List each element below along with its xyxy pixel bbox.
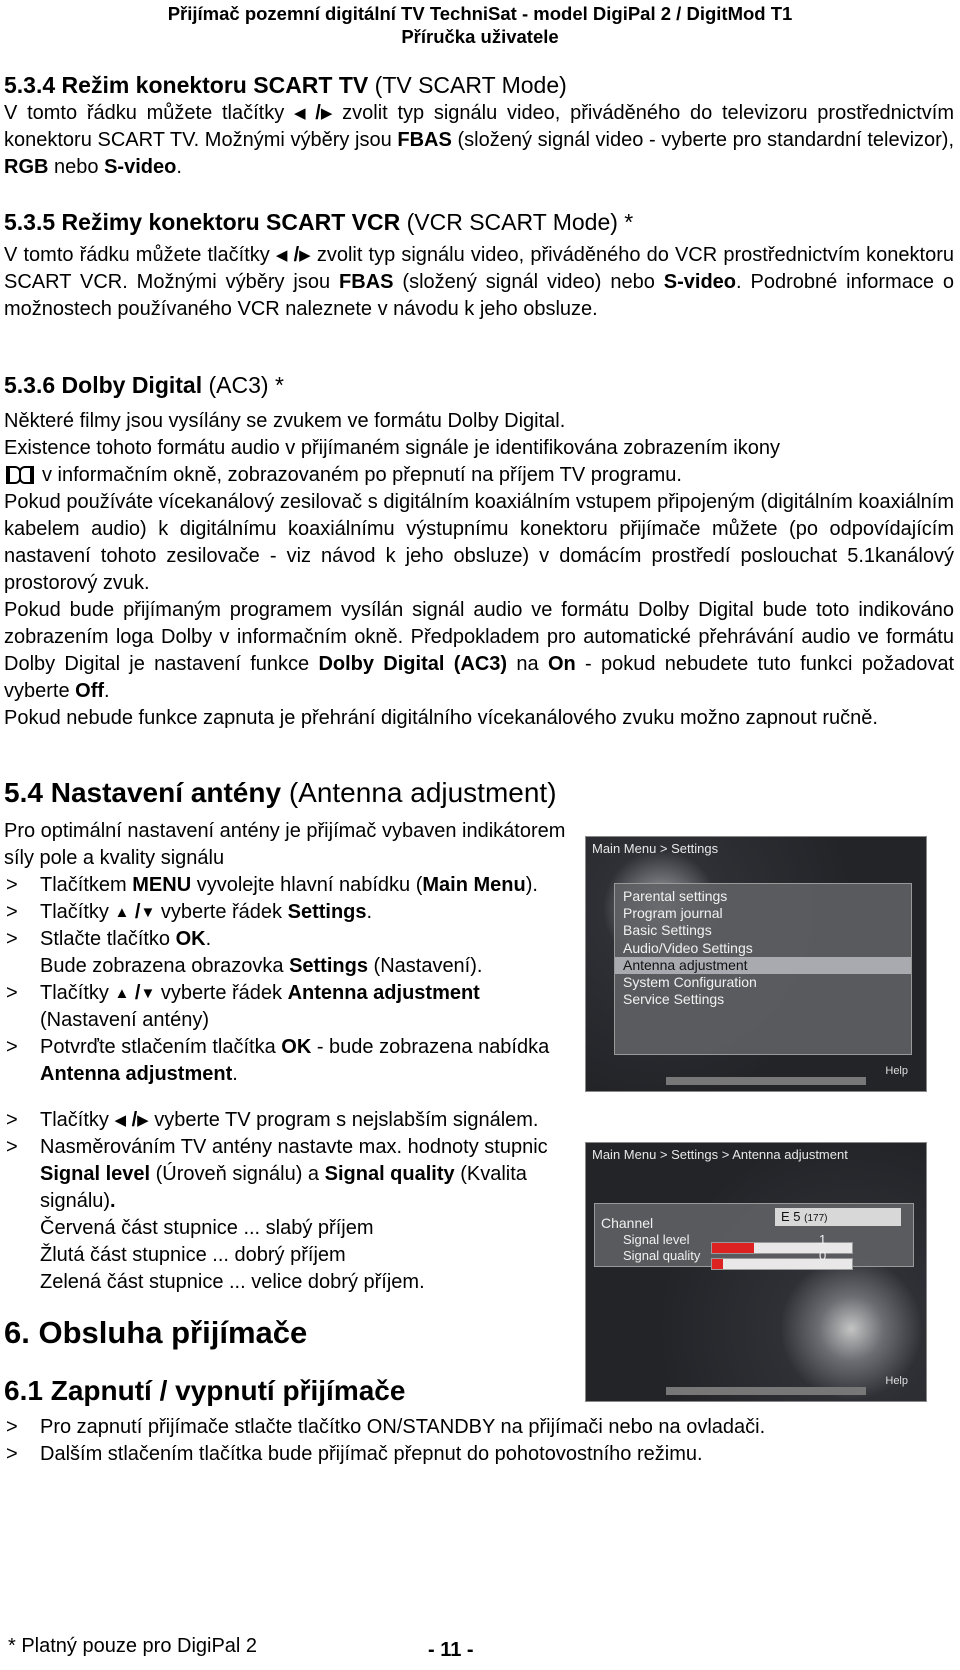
section-heading: 6.1 Zapnutí / vypnutí přijímače [4, 1375, 406, 1406]
channel-label: Channel [601, 1215, 654, 1231]
section-6-1 [4, 1374, 954, 1468]
down-arrow-icon: ▼ [140, 985, 156, 1002]
settings-menu [614, 883, 912, 1055]
signal-quality-value: 0 [819, 1248, 827, 1263]
breadcrumb: Main Menu > Settings > Antenna adjustment [592, 1147, 848, 1162]
menu-item: Basic Settings [623, 922, 712, 939]
list-item: > Pro zapnutí přijímače stlačte tlačítko ON/STANDBY na přijímači nebo na ovladači. [4, 1414, 954, 1441]
paragraph: Pokud nebude funkce zapnuta je přehrání digitálního vícekanálového zvuku možno zapnout ručně. [4, 707, 878, 729]
signal-quality-meter [711, 1250, 853, 1277]
help-label: Help [885, 1375, 908, 1387]
left-arrow-icon: ◀ [114, 1112, 127, 1129]
menu-item: Service Settings [623, 991, 725, 1008]
section-5-3-4 [4, 70, 954, 181]
antenna-panel [594, 1203, 914, 1267]
signal-quality-label: Signal quality [623, 1248, 701, 1263]
section-6 [4, 1314, 954, 1352]
list-item: > Stlačte tlačítko OK. Bude zobrazena obrazovka Settings (Nastavení). [6, 928, 483, 977]
up-arrow-icon: ▲ [114, 985, 130, 1002]
section-heading: 5.3.6 Dolby Digital (AC3) * [4, 372, 284, 398]
header-title: Přijímač pozemní digitální TV TechniSat - model DigiPal 2 / DigitMod T1 [167, 3, 793, 24]
paragraph: Existence tohoto formátu audio v přijímaném signále je identifikována zobrazením ikony v informačním okně, zobrazovaném po přepnutí na příjem TV programu. [4, 437, 780, 486]
right-arrow-icon: ▶ [320, 105, 333, 122]
bullet-icon: > [6, 874, 18, 896]
bullet-icon: > [6, 1109, 18, 1131]
section-heading [4, 70, 954, 100]
list-item: > Tlačítky ▲ /▼ vyberte řádek Settings. [4, 899, 584, 926]
paragraph: Některé filmy jsou vysílány se zvukem ve formátu Dolby Digital. [4, 410, 566, 432]
menu-item: Parental settings [623, 888, 728, 904]
section-heading: 6. Obsluha přijímače [4, 1315, 308, 1350]
antenna-instructions [4, 818, 584, 1088]
antenna-instructions-cont [4, 1107, 644, 1134]
paragraph: Pokud bude přijímaným programem vysílán signál audio ve formátu Dolby Digital bude toto indikováno zobrazením loga Dolby v informačním okně. Předpokladem pro automatické přehrávání audio ve formátu Dolby Digital je nastavení funkce Dolby Digital (AC3) na On - pokud nebudete tuto funkci požadovat vyberte Off. [4, 599, 955, 702]
bullet-icon: > [6, 982, 18, 1004]
right-arrow-icon: ▶ [137, 1112, 149, 1129]
signal-level-label: Signal level [623, 1232, 690, 1247]
section-number: 5.3.4 [4, 72, 56, 98]
list-item: > Dalším stlačením tlačítka bude přijímač přepnut do pohotovostního režimu. [4, 1441, 954, 1468]
page-number: - 11 - [428, 1639, 474, 1661]
status-bar [666, 1077, 866, 1085]
paragraph: Pro optimální nastavení antény je přijímač vybaven indikátorem síly pole a kvality signálu [4, 820, 566, 869]
breadcrumb: Main Menu > Settings [592, 841, 719, 856]
paragraph: V tomto řádku můžete tlačítky ◀ /▶ zvolit typ signálu video, přiváděného do VCR prostřednictvím konektoru SCART VCR. Možnými výběry jsou FBAS (složený signál video) nebo S-video. Podrobné informace o možnostech používaného VCR naleznete v návodu k jeho obsluze. [4, 244, 954, 320]
dolby-digital-icon [6, 465, 32, 483]
channel-value-field: E 5 (177) [775, 1208, 901, 1226]
list-item: > Tlačítkem MENU vyvolejte hlavní nabídku (Main Menu). [4, 872, 584, 899]
menu-item-selected: Antenna adjustment [615, 957, 911, 974]
header-subtitle: Příručka uživatele [401, 26, 559, 47]
left-arrow-icon: ◀ [275, 247, 288, 264]
settings-menu-screenshot [585, 836, 927, 1092]
left-arrow-icon: ◀ [293, 105, 306, 122]
section-heading: 5.4 Nastavení antény (Antenna adjustment) [4, 777, 557, 808]
footnote: * Platný pouze pro DigiPal 2 [8, 1635, 258, 1657]
bullet-icon: > [6, 928, 18, 950]
list-item: > Nasměrováním TV antény nastavte max. hodnoty stupnic Signal level (Úroveň signálu) a Signal quality (Kvalita signálu). Červená část stupnice ... slabý příjem Žlutá část stupnice ... dobrý příjem Zelená část stupnice ... velice dobrý příjem. [6, 1136, 548, 1293]
list-item: > Tlačítky ▲ /▼ vyberte řádek Antenna adjustment (Nastavení antény) [6, 982, 480, 1031]
list-item: > Tlačítky ◀ /▶ vyberte TV program s nejslabším signálem. [4, 1107, 644, 1134]
paragraph: Pokud používáte vícekanálový zesilovač s digitálním koaxiálním vstupem připojeným (digitálním koaxiálním kabelem audio) k digitálnímu koaxiálnímu výstupnímu konektoru přijímače můžete (po odpovídajícím nastavení tohoto zesilovače - viz návod k jeho obsluze) v domácím prostředí poslouchat 5.1kanálový prostorový zvuk. [4, 491, 954, 594]
list-item: > Potvrďte stlačením tlačítka OK - bude zobrazena nabídka Antenna adjustment. [6, 1036, 550, 1085]
up-arrow-icon: ▲ [114, 904, 130, 921]
bullet-icon: > [6, 1416, 18, 1438]
section-heading: 5.3.5 Režimy konektoru SCART VCR (VCR SCART Mode) * [4, 209, 634, 235]
menu-item: Program journal [623, 905, 723, 922]
right-arrow-icon: ▶ [299, 247, 311, 264]
antenna-instructions-cont2 [4, 1134, 584, 1296]
section-5-3-5 [4, 207, 954, 323]
menu-item: Audio/Video Settings [623, 939, 753, 956]
section-title: Režim konektoru SCART TV [61, 72, 369, 98]
section-5-4-heading [4, 776, 954, 810]
antenna-adjustment-screenshot [585, 1142, 927, 1402]
bullet-icon: > [6, 901, 18, 923]
help-label: Help [885, 1065, 908, 1077]
section-subtitle: (TV SCART Mode) [374, 72, 567, 98]
section-5-3-6 [4, 370, 954, 732]
bullet-icon: > [6, 1443, 18, 1465]
paragraph: V tomto řádku můžete tlačítky ◀ /▶ zvolit typ signálu video, přiváděného do televizoru prostřednictvím konektoru SCART TV. Možnými výběry jsou FBAS (složený signál video - vyberte pro standardní televizor), RGB nebo S-video. [4, 102, 955, 178]
bullet-icon: > [6, 1136, 18, 1158]
menu-item: System Configuration [623, 974, 757, 991]
signal-level-value: 1 [819, 1232, 827, 1247]
bullet-icon: > [6, 1036, 18, 1058]
page-header [0, 2, 960, 48]
down-arrow-icon: ▼ [140, 904, 156, 921]
